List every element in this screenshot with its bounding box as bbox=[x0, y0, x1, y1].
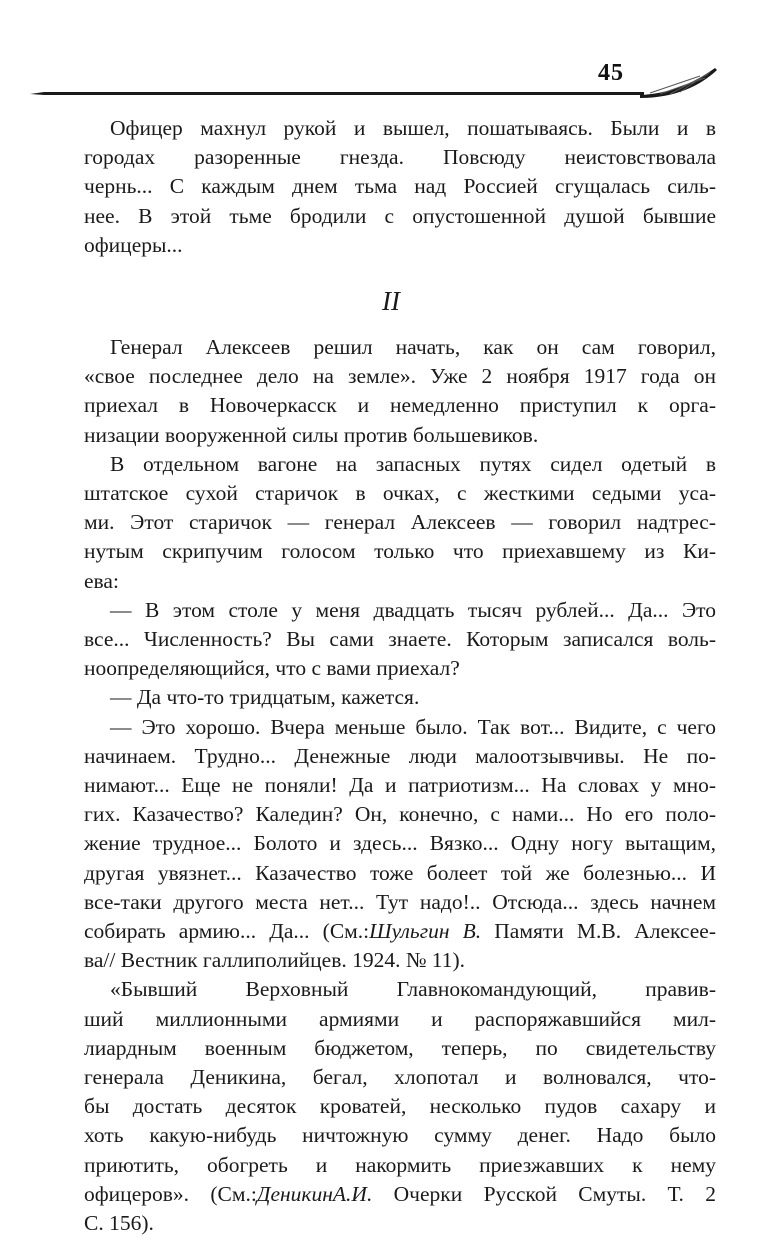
text-line: — В этом столе у меня двадцать тысяч рублей... Да... Это bbox=[110, 597, 716, 622]
text-line: штатское сухой старичок в очках, с жесткими седыми уса- bbox=[84, 481, 716, 506]
opening-paragraph bbox=[84, 114, 716, 260]
text-line: Генерал Алексеев решил начать, как он сам говорил, bbox=[110, 335, 716, 359]
text-line: ми. Этот старичок — генерал Алексеев — говорил надтрес- bbox=[84, 510, 716, 535]
citation-title: Очерки Русской Смуты. Т. 2 bbox=[372, 1181, 716, 1206]
citation-title: Памяти М.В. Алексее- bbox=[481, 919, 716, 944]
chapter-heading: II bbox=[382, 286, 400, 316]
text-line-with-citation bbox=[84, 1180, 716, 1209]
text-line: В отдельном вагоне на запасных путях сидел одетый в bbox=[110, 451, 716, 476]
text-line: генерала Деникина, бегал, хлопотал и волновался, что- bbox=[84, 1065, 716, 1090]
header-rule bbox=[44, 92, 644, 95]
citation-prefix: собирать армию... Да... (См.: bbox=[84, 919, 370, 944]
text-line: нее. В этой тьме бродили с опустошенной душой бывшие bbox=[84, 203, 716, 228]
text-line: другая увязнет... Казачество тоже болеет той же болезнью... И bbox=[84, 860, 716, 885]
text-line: ноопределяющийся, что с вами приехал? bbox=[84, 656, 460, 681]
text-line: все-таки другого места нет... Тут надо!.. Отсюда... здесь начнем bbox=[84, 889, 716, 914]
text-line: ва// Вестник галлиполийцев. 1924. № 11). bbox=[84, 948, 465, 973]
text-line: офицеры... bbox=[84, 232, 183, 257]
cited-author: Шульгин В. bbox=[369, 919, 482, 944]
text-line: низации вооруженной силы против большевиков. bbox=[84, 422, 539, 447]
header-rule-ornament bbox=[0, 0, 782, 120]
citation-prefix: офицеров». (См.: bbox=[84, 1181, 257, 1206]
header-rule-taper bbox=[30, 92, 44, 95]
text-line: — Да что-то тридцатым, кажется. bbox=[110, 685, 420, 710]
text-line: городах разоренные гнезда. Повсюду неистовствовала bbox=[84, 145, 716, 170]
text-line: нутым скрипучим голосом только что приехавшему из Ки- bbox=[84, 539, 716, 564]
text-line-with-citation bbox=[84, 917, 716, 946]
text-line: ший миллионными армиями и распоряжавшийся мил- bbox=[84, 1006, 716, 1031]
text-line: жение трудное... Болото и здесь... Вязко... Одну ногу вытащим, bbox=[84, 831, 716, 856]
text-line: бы достать десяток кроватей, несколько пудов сахару и bbox=[84, 1094, 716, 1119]
text-line: приехал в Новочеркасск и немедленно приступил к орга- bbox=[84, 393, 716, 418]
text-line: — Это хорошо. Вчера меньше было. Так вот... Видите, с чего bbox=[110, 714, 716, 739]
text-line: приютить, обогреть и накормить приезжавших к нему bbox=[84, 1152, 716, 1177]
page-number: 45 bbox=[598, 60, 624, 86]
text-line: начинаем. Трудно... Денежные люди малоотзывчивы. Не по- bbox=[84, 743, 716, 768]
page-header bbox=[0, 0, 782, 120]
text-line: все... Численность? Вы сами знаете. Которым записался воль- bbox=[84, 627, 716, 652]
cited-author: ДеникинА.И. bbox=[256, 1181, 373, 1206]
text-line: Офицер махнул рукой и вышел, пошатываясь. Были и в bbox=[110, 116, 716, 140]
text-line: нимают... Еще не поняли! Да и патриотизм... На словах у мно- bbox=[84, 773, 716, 798]
chapter-body bbox=[84, 333, 716, 1238]
text-line: хоть какую-нибудь ничтожную сумму денег. Надо было bbox=[84, 1123, 716, 1148]
text-line: «свое последнее дело на земле». Уже 2 ноября 1917 года он bbox=[84, 364, 716, 389]
text-line: лиардным военным бюджетом, теперь, по свидетельству bbox=[84, 1035, 716, 1060]
text-line: ева: bbox=[84, 568, 119, 593]
text-line: гих. Казачество? Каледин? Он, конечно, с нами... Но его поло- bbox=[84, 802, 716, 827]
text-line: С. 156). bbox=[84, 1211, 154, 1236]
text-line: «Бывший Верховный Главнокомандующий, правив- bbox=[110, 977, 716, 1002]
text-line: чернь... С каждым днем тьма над Россией сгущалась силь- bbox=[84, 174, 716, 199]
